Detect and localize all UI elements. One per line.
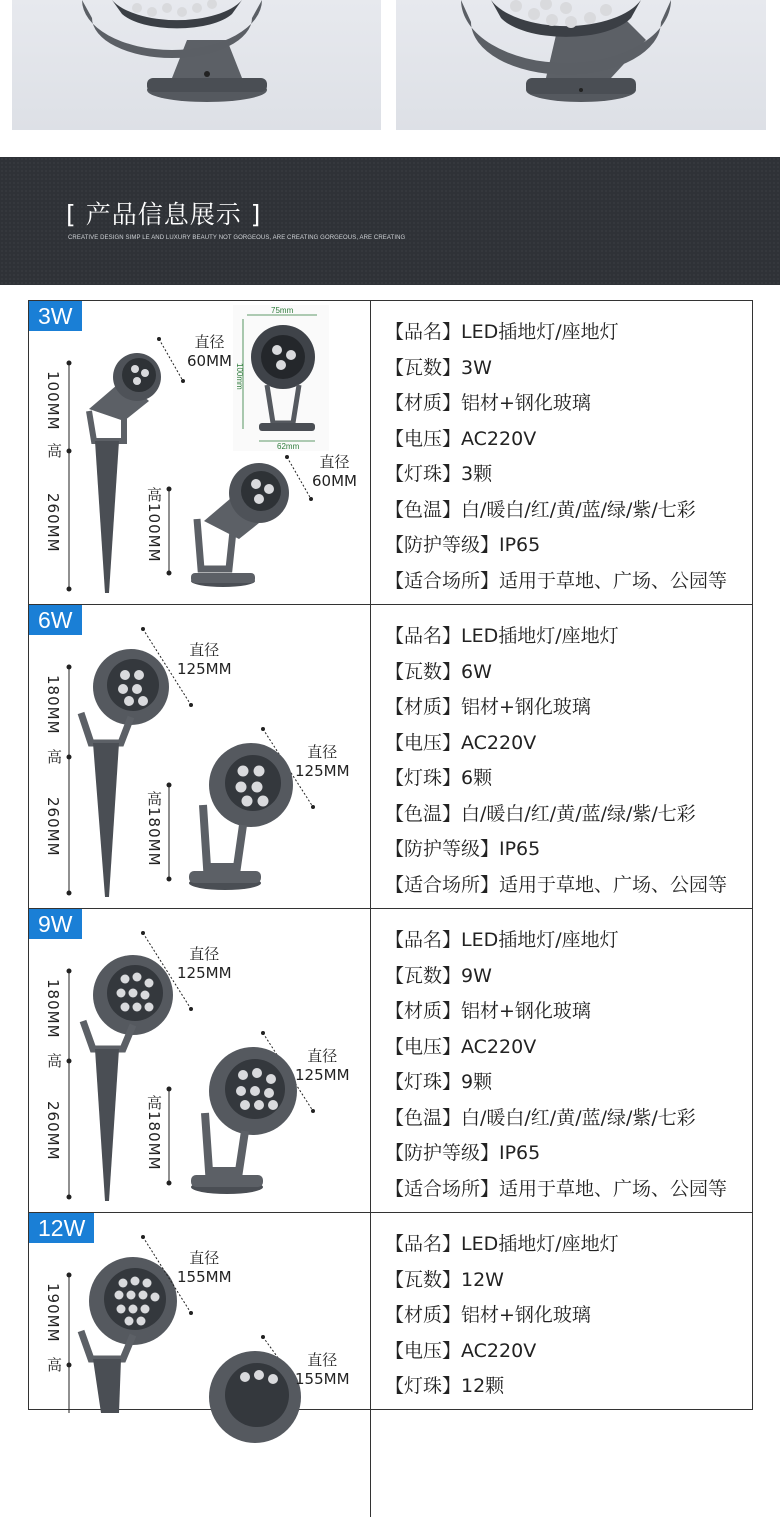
diagram-base-label: 62mm <box>277 442 300 451</box>
spec-item: 【适合场所】适用于草地、广场、公园等 <box>385 873 728 896</box>
product-illustration <box>29 301 371 604</box>
banner-subtitle: CREATIVE DESIGN SIMP LE AND LUXURY BEAUTY NOT GORGEOUS, ARE CREATING GORGEOUS, ARE CREATING <box>68 235 406 241</box>
spec-item: 【电压】AC220V <box>385 1035 537 1058</box>
diagram-width-label: 75mm <box>271 306 294 315</box>
spec-item: 【材质】铝材+钢化玻璃 <box>385 1000 591 1022</box>
section-banner <box>0 157 780 285</box>
watt-badge: 6W <box>29 605 82 635</box>
spec-item: 【瓦数】6W <box>385 660 492 683</box>
spec-cell <box>371 605 752 908</box>
diagram-height-label: 100mm <box>235 363 244 390</box>
spec-table <box>28 300 753 1410</box>
spec-item: 【色温】白/暖白/红/黄/蓝/绿/紫/七彩 <box>385 1106 696 1129</box>
spec-item: 【灯珠】9颗 <box>385 1071 493 1093</box>
base-height-label: 高180MM <box>145 1095 163 1171</box>
spec-item: 【瓦数】3W <box>385 356 492 379</box>
spec-item: 【品名】LED插地灯/座地灯 <box>385 321 619 343</box>
height-gao-label: 高 <box>45 1053 63 1069</box>
spec-item: 【品名】LED插地灯/座地灯 <box>385 929 619 951</box>
spec-item: 【灯珠】3颗 <box>385 463 493 485</box>
diameter-bottom-label: 直径 60MM <box>312 453 357 490</box>
product-row-12w <box>29 1213 752 1517</box>
diameter-top-label: 直径 60MM <box>187 333 232 370</box>
height-top-label: 180MM <box>44 979 62 1039</box>
spec-item: 【适合场所】适用于草地、广场、公园等 <box>385 569 728 592</box>
product-illustration <box>29 605 371 908</box>
spec-item: 【防护等级】IP65 <box>385 838 541 860</box>
banner-title: [ 产品信息展示 ] <box>66 200 262 229</box>
watt-badge: 3W <box>29 301 82 331</box>
product-illustration <box>29 909 371 1212</box>
spec-item: 【防护等级】IP65 <box>385 534 541 556</box>
diameter-bottom-label: 直径 125MM <box>295 1047 350 1084</box>
product-photo-left <box>12 0 381 130</box>
spec-list <box>385 315 727 599</box>
spec-item: 【材质】铝材+钢化玻璃 <box>385 392 591 414</box>
spec-item: 【电压】AC220V <box>385 427 537 450</box>
height-gao-label: 高 <box>45 749 63 765</box>
diameter-top-label: 直径 125MM <box>177 945 232 982</box>
diameter-bottom-label: 直径 125MM <box>295 743 350 780</box>
spec-item: 【品名】LED插地灯/座地灯 <box>385 1233 619 1255</box>
watt-badge: 12W <box>29 1213 94 1243</box>
spec-item: 【电压】AC220V <box>385 731 537 754</box>
spec-list <box>385 923 727 1207</box>
spec-cell <box>371 909 752 1212</box>
product-photo-right <box>396 0 766 130</box>
spec-item: 【灯珠】6颗 <box>385 767 493 789</box>
product-row-6w <box>29 605 752 909</box>
spec-item: 【灯珠】12颗 <box>385 1375 505 1397</box>
spec-item: 【材质】铝材+钢化玻璃 <box>385 1304 591 1326</box>
spec-item: 【色温】白/暖白/红/黄/蓝/绿/紫/七彩 <box>385 498 696 521</box>
height-bottom-label: 260MM <box>44 1101 62 1161</box>
height-bottom-label: 260MM <box>44 797 62 857</box>
spec-item: 【电压】AC220V <box>385 1339 537 1362</box>
base-height-label: 高100MM <box>145 487 163 563</box>
height-top-label: 190MM <box>44 1283 62 1343</box>
watt-badge: 9W <box>29 909 82 939</box>
product-row-3w <box>29 301 752 605</box>
spec-item: 【品名】LED插地灯/座地灯 <box>385 625 619 647</box>
spec-cell <box>371 1213 752 1517</box>
spec-item: 【材质】铝材+钢化玻璃 <box>385 696 591 718</box>
height-gao-label: 高 <box>45 443 63 459</box>
spec-item: 【瓦数】9W <box>385 964 492 987</box>
spec-list <box>385 619 727 903</box>
spec-item: 【适合场所】适用于草地、广场、公园等 <box>385 1177 728 1200</box>
height-bottom-label: 260MM <box>44 493 62 553</box>
spec-item: 【色温】白/暖白/红/黄/蓝/绿/紫/七彩 <box>385 802 696 825</box>
height-top-label: 180MM <box>44 675 62 735</box>
spec-item: 【防护等级】IP65 <box>385 1142 541 1164</box>
product-row-9w <box>29 909 752 1213</box>
base-height-label: 高180MM <box>145 791 163 867</box>
height-top-label: 100MM <box>44 371 62 431</box>
product-photos <box>0 0 780 157</box>
height-gao-label: 高 <box>45 1357 63 1373</box>
spec-list <box>385 1227 619 1405</box>
diameter-top-label: 直径 155MM <box>177 1249 232 1286</box>
diameter-top-label: 直径 125MM <box>177 641 232 678</box>
spec-cell <box>371 301 752 604</box>
dimension-diagram <box>233 305 329 451</box>
diameter-bottom-label: 直径 155MM <box>295 1351 350 1388</box>
spec-item: 【瓦数】12W <box>385 1268 504 1291</box>
product-illustration <box>29 1213 371 1517</box>
